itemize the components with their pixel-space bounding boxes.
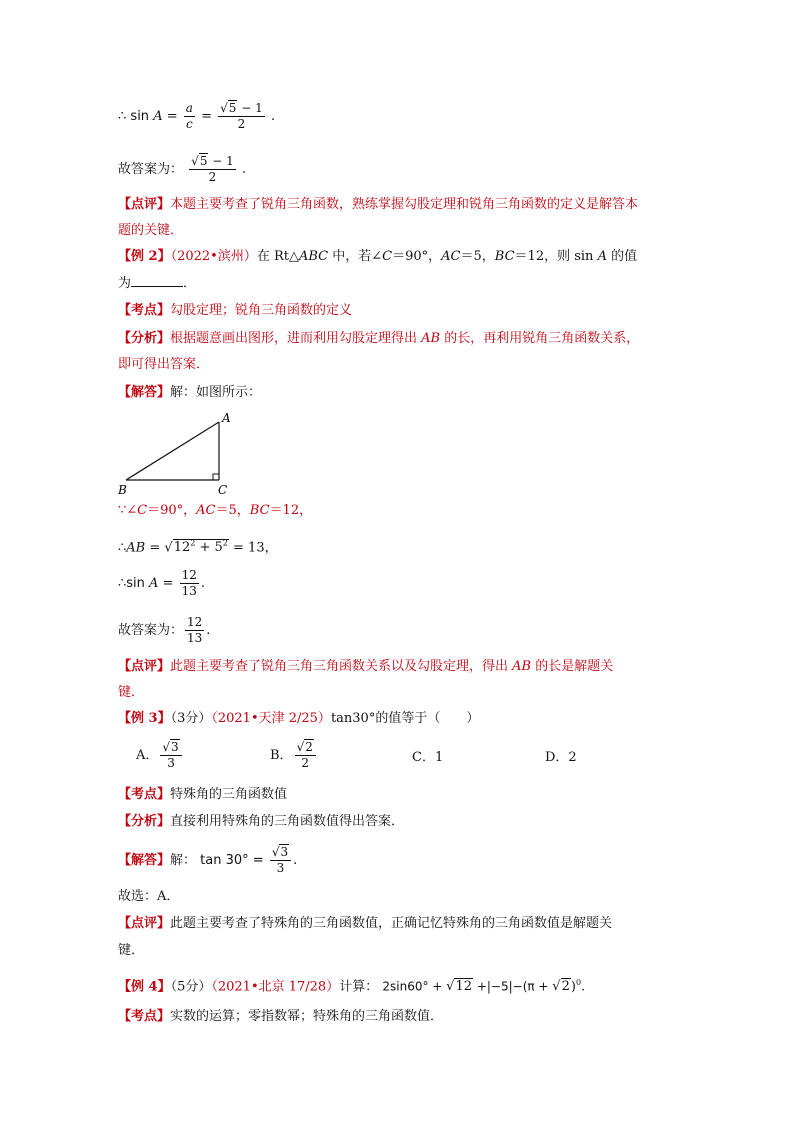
tag-kaodian: 【考点】	[118, 303, 171, 318]
comment-3-line-1: 【点评】此题主要考查了特殊角的三角函数值，正确记忆特殊角的三角函数值是解题关	[118, 916, 613, 931]
tag-comment: 【点评】	[118, 659, 171, 674]
vertex-label-a: A	[222, 411, 231, 425]
tag-jieda: 【解答】	[118, 385, 171, 400]
fraction-12-13: $\frac{12}{13}$	[187, 615, 203, 645]
sqrt-symbol: √5	[220, 101, 237, 115]
sqrt-symbol: √5	[191, 154, 208, 168]
example-2-line-2: 为 ．	[118, 276, 197, 291]
tag-comment: 【点评】	[118, 197, 171, 212]
side-ab	[126, 422, 219, 480]
var-a: A	[153, 109, 163, 124]
tag-fenxi: 【分析】	[118, 331, 171, 346]
comment-2-line-2: 键．	[118, 685, 145, 700]
tag-example-2: 【例 2】	[118, 249, 171, 264]
vertex-label-b: B	[118, 483, 127, 497]
triangle-figure	[112, 408, 242, 498]
answer-blank	[131, 274, 183, 287]
fraction-12-13: $\frac{12}{13}$	[181, 568, 197, 598]
kaodian-3: 【考点】特殊角的三角函数值	[118, 787, 288, 802]
fraction-a-over-c	[184, 101, 195, 132]
step-ab-value: ∴AB = $√12^2 + 5^2 = 13$，	[118, 535, 278, 557]
option-c[interactable]: C．1	[412, 750, 444, 765]
sqrt-symbol: $√12^2 + 5^2$	[164, 539, 228, 556]
fenxi-2-line-1: 【分析】根据题意画出图形，进而利用勾股定理得出 AB 的长，再利用锐角三角函数关系，	[118, 331, 640, 346]
answer-lead: 故答案为：	[118, 162, 184, 177]
answer-line-2: 故答案为： $\frac{12}{13}$ .	[118, 615, 211, 645]
option-d[interactable]: D．2	[545, 750, 577, 765]
formula-sin-a-ratio: ∴ sin A = $\frac{a}{c}$ = $\frac{√5 - 1}{2}$ .	[118, 101, 276, 131]
option-a[interactable]: A． $\frac{√3}{3}$	[136, 740, 184, 771]
denominator: c	[185, 117, 193, 131]
comment-3-line-2: 键．	[118, 943, 145, 958]
kaodian-2: 【考点】勾股定理；锐角三角函数的定义	[118, 303, 353, 318]
denominator: 2	[237, 117, 246, 131]
options-3	[118, 740, 638, 776]
jieda-2: 【解答】解：如图所示：	[118, 385, 262, 400]
kaodian-4: 【考点】实数的运算；零指数幂；特殊角的三角函数值．	[118, 1009, 444, 1024]
example-4-line: 【例 4】（5分）（2021•北京 17/28）计算： $2\sin 60^\circ + √12 +|-5|-(\pi + √2)^0$.	[118, 978, 586, 995]
option-b[interactable]: B． $\frac{√2}{2}$	[270, 740, 318, 771]
comment-1-line-1: 【点评】本题主要考查了锐角三角函数，熟练掌握勾股定理和锐角三角函数的定义是解答本	[118, 197, 639, 212]
equals: =	[166, 109, 178, 124]
source-2: （2022•滨州）	[170, 249, 257, 264]
comment-1-line-2: 题的关键．	[118, 223, 184, 238]
answer-line-1: 故答案为： $\frac{√5 - 1}{2}$ .	[118, 154, 247, 184]
tag-example-3: 【例 3】	[118, 711, 171, 726]
numerator: a	[185, 101, 193, 115]
sin-text: sin	[130, 109, 150, 124]
equals: =	[201, 109, 212, 124]
therefore-symbol: ∴	[118, 109, 127, 124]
tag-example-4: 【例 4】	[118, 979, 171, 995]
jieda-3: 【解答】解： tan 30° = $\frac{√3}{3}$ .	[118, 845, 298, 875]
fraction-sqrt5-minus1-over-2: $\frac{√5 - 1}{2}$	[220, 101, 263, 131]
example-3-line: 【例 3】（3分）（2021•天津 2/25）tan30°的值等于（ ）	[118, 711, 480, 726]
answer-choice-3: 故选：A．	[118, 889, 180, 904]
fenxi-3: 【分析】直接利用特殊角的三角函数值得出答案．	[118, 814, 405, 829]
step-sin-a: ∴sin A = $\frac{12}{13}$ .	[118, 568, 206, 598]
fenxi-2-line-2: 即可得出答案．	[118, 357, 210, 372]
fraction-answer: $\frac{√5 - 1}{2}$	[191, 154, 234, 184]
step-because: ∵∠C＝90°，AC＝5，BC＝12，	[118, 503, 313, 518]
example-2-line-1: 【例 2】（2022•滨州）在 Rt△ABC 中，若∠C＝90°，AC＝5，BC＝12，则 sin A 的值	[118, 249, 638, 264]
vertex-label-c: C	[218, 483, 228, 497]
comment-2-line-1: 【点评】此题主要考查了锐角三角三角函数关系以及勾股定理，得出 AB 的长是解题关	[118, 659, 614, 674]
right-angle-mark	[213, 474, 219, 480]
